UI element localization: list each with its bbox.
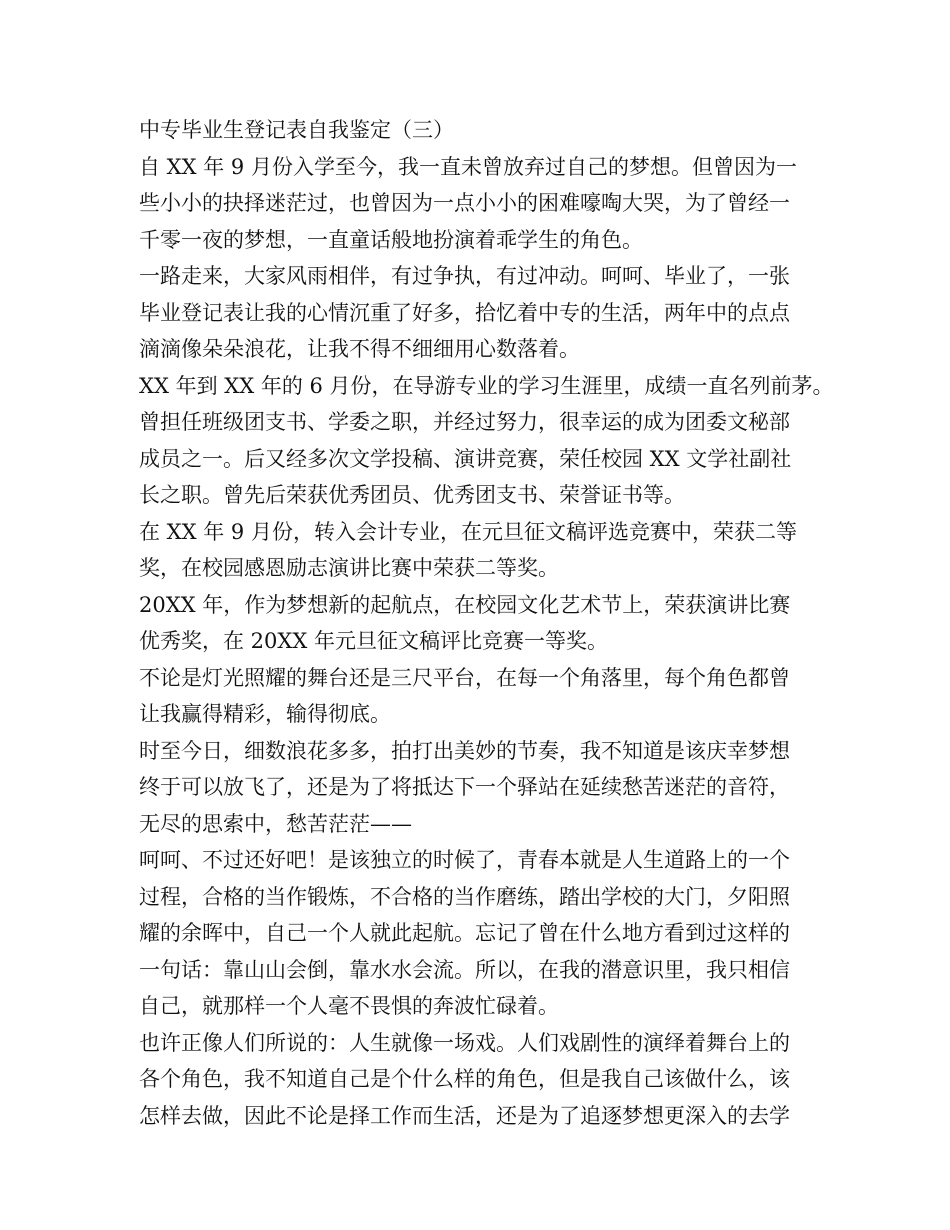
text-line: 不论是灯光照耀的舞台还是三尺平台，在每一个角落里，每个角色都曾	[139, 665, 790, 690]
text-line: 过程，合格的当作锻炼，不合格的当作磨练，踏出学校的大门，夕阳照	[139, 884, 790, 909]
text-line: XX 年到 XX 年的 6 月份，在导游专业的学习生涯里，成绩一直名列前茅。	[139, 373, 834, 398]
text-line: 一句话：靠山山会倒，靠水水会流。所以，在我的潜意识里，我只相信	[139, 957, 790, 982]
text-line: 怎样去做，因此不论是择工作而生活，还是为了追逐梦想更深入的去学	[139, 1103, 790, 1128]
document-body	[139, 112, 834, 1134]
text-line: 优秀奖，在 20XX 年元旦征文稿评比竞赛一等奖。	[139, 629, 608, 653]
text-line: 曾担任班级团支书、学委之职，并经过努力，很幸运的成为团委文秘部	[139, 410, 790, 434]
text-line: 终于可以放飞了，还是为了将抵达下一个驿站在延续愁苦迷茫的音符，	[139, 775, 790, 799]
text-line: 自己，就那样一个人毫不畏惧的奔波忙碌着。	[139, 994, 559, 1018]
text-line: 也许正像人们所说的：人生就像一场戏。人们戏剧性的演绎着舞台上的	[139, 1030, 790, 1055]
text-line: 成员之一。后又经多次文学投稿、演讲竞赛，荣任校园 XX 文学社副社	[139, 446, 792, 471]
text-line: 各个角色，我不知道自己是个什么样的角色，但是我自己该做什么，该	[139, 1067, 790, 1091]
document-title: 中专毕业生登记表自我鉴定（三）	[139, 118, 454, 142]
text-line: 奖，在校园感恩励志演讲比赛中荣获二等奖。	[139, 556, 559, 580]
text-line: 20XX 年，作为梦想新的起航点，在校园文化艺术节上，荣获演讲比赛	[139, 592, 791, 617]
text-line: 千零一夜的梦想，一直童话般地扮演着乖学生的角色。	[139, 227, 643, 252]
text-line: 时至今日，细数浪花多多，拍打出美妙的节奏，我不知道是该庆幸梦想	[139, 738, 790, 763]
text-line: 自 XX 年 9 月份入学至今，我一直未曾放弃过自己的梦想。但曾因为一	[139, 154, 797, 179]
text-line: 毕业登记表让我的心情沉重了好多，拾忆着中专的生活，两年中的点点	[139, 300, 790, 325]
text-line: 在 XX 年 9 月份，转入会计专业，在元旦征文稿评选竞赛中，荣获二等	[139, 519, 797, 544]
text-line: 滴滴像朵朵浪花，让我不得不细细用心数落着。	[139, 337, 580, 361]
text-line: 无尽的思索中，愁苦茫茫——	[139, 811, 412, 836]
text-line: 一路走来，大家风雨相伴，有过争执，有过冲动。呵呵、毕业了，一张	[139, 264, 790, 288]
text-line: 长之职。曾先后荣获优秀团员、优秀团支书、荣誉证书等。	[139, 483, 685, 507]
text-line: 耀的余晖中，自己一个人就此起航。忘记了曾在什么地方看到过这样的	[139, 921, 790, 945]
text-line: 些小小的抉择迷茫过，也曾因为一点小小的困难嚎啕大哭，为了曾经一	[139, 191, 790, 215]
text-line: 让我赢得精彩，输得彻底。	[139, 702, 391, 726]
text-line: 呵呵、不过还好吧！是该独立的时候了，青春本就是人生道路上的一个	[139, 848, 790, 872]
